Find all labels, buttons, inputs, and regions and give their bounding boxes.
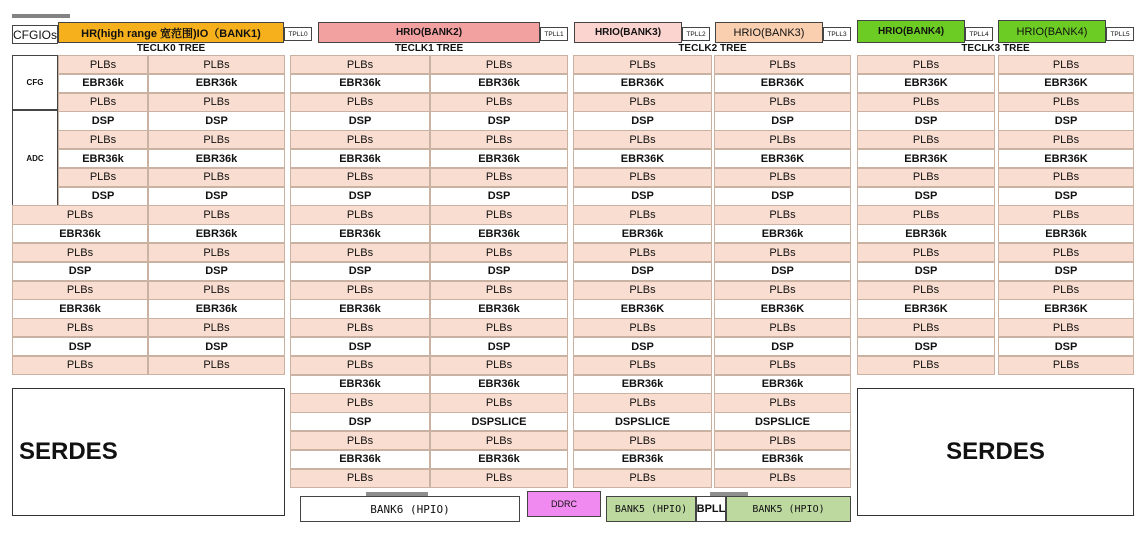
grid-cell: EBR36K bbox=[573, 74, 712, 93]
grid-cell: DSP bbox=[714, 262, 851, 281]
grid-cell: PLBs bbox=[148, 130, 285, 149]
grid-cell: PLBs bbox=[148, 168, 285, 187]
grid-cell: DSP bbox=[430, 187, 568, 206]
clock-tree-2: TECLK2 TREE bbox=[678, 43, 747, 54]
grid-cell: PLBs bbox=[290, 130, 430, 149]
grid-cell: EBR36k bbox=[714, 224, 851, 243]
grid-cell: DSP bbox=[573, 111, 712, 130]
grid-cell: PLBs bbox=[998, 55, 1134, 74]
grid-cell: PLBs bbox=[148, 356, 285, 375]
grid-cell: PLBs bbox=[12, 205, 148, 224]
grid-cell: PLBs bbox=[430, 205, 568, 224]
grid-cell: PLBs bbox=[58, 168, 148, 187]
tpll5: TPLL5 bbox=[1106, 27, 1134, 41]
grid-cell: EBR36K bbox=[857, 149, 995, 168]
grid-cell: PLBs bbox=[430, 243, 568, 262]
grid-cell: EBR36k bbox=[430, 224, 568, 243]
grid-cell: EBR36K bbox=[573, 299, 712, 318]
grid-cell: DSPSLICE bbox=[430, 412, 568, 431]
grid-cell: PLBs bbox=[857, 55, 995, 74]
grid-cell: PLBs bbox=[290, 318, 430, 337]
grid-cell: DSP bbox=[573, 262, 712, 281]
grid-cell: PLBs bbox=[998, 356, 1134, 375]
bank3-header-b: HRIO(BANK3) bbox=[715, 22, 823, 43]
grid-cell: PLBs bbox=[12, 243, 148, 262]
grid-cell: PLBs bbox=[58, 93, 148, 112]
grid-cell: PLBs bbox=[857, 168, 995, 187]
grid-cell: EBR36k bbox=[290, 375, 430, 394]
grid-cell: EBR36k bbox=[290, 299, 430, 318]
grid-cell: DSP bbox=[290, 111, 430, 130]
grid-cell: DSP bbox=[573, 187, 712, 206]
grid-cell: EBR36K bbox=[714, 149, 851, 168]
grid-cell: PLBs bbox=[430, 356, 568, 375]
grid-cell: EBR36k bbox=[573, 375, 712, 394]
grid-cell: PLBs bbox=[573, 55, 712, 74]
grid-cell: EBR36K bbox=[998, 299, 1134, 318]
grid-cell: PLBs bbox=[714, 318, 851, 337]
serdes-right: SERDES bbox=[857, 388, 1134, 516]
grid-cell: PLBs bbox=[857, 93, 995, 112]
grid-cell: PLBs bbox=[714, 469, 851, 488]
grid-cell: DSP bbox=[58, 187, 148, 206]
adc-block: ADC bbox=[12, 110, 58, 206]
grid-cell: EBR36k bbox=[12, 224, 148, 243]
grid-cell: PLBs bbox=[12, 281, 148, 300]
grid-cell: EBR36K bbox=[998, 149, 1134, 168]
grid-cell: PLBs bbox=[857, 130, 995, 149]
grid-cell: DSP bbox=[714, 337, 851, 356]
grid-cell: PLBs bbox=[148, 281, 285, 300]
grid-cell: EBR36k bbox=[290, 74, 430, 93]
grid-cell: PLBs bbox=[290, 55, 430, 74]
cfgios-label: CFGIOs bbox=[12, 25, 58, 44]
bank1-header: HR(high range 宽范围)IO（BANK1) bbox=[58, 22, 284, 43]
grid-cell: EBR36k bbox=[58, 149, 148, 168]
grid-cell: PLBs bbox=[573, 469, 712, 488]
grid-cell: PLBs bbox=[430, 469, 568, 488]
clock-tree-1: TECLK1 TREE bbox=[394, 43, 464, 54]
grid-cell: PLBs bbox=[573, 243, 712, 262]
grid-cell: EBR36K bbox=[714, 299, 851, 318]
grid-cell: DSP bbox=[12, 337, 148, 356]
grid-cell: PLBs bbox=[714, 130, 851, 149]
grid-cell: PLBs bbox=[998, 281, 1134, 300]
grid-cell: PLBs bbox=[430, 55, 568, 74]
grid-cell: PLBs bbox=[148, 205, 285, 224]
grid-cell: EBR36K bbox=[714, 74, 851, 93]
grid-cell: EBR36k bbox=[430, 375, 568, 394]
grid-cell: EBR36k bbox=[573, 224, 712, 243]
grid-cell: PLBs bbox=[857, 205, 995, 224]
tpll4: TPLL4 bbox=[965, 27, 993, 41]
grid-cell: PLBs bbox=[148, 55, 285, 74]
grid-cell: EBR36k bbox=[148, 224, 285, 243]
grid-cell: DSP bbox=[290, 262, 430, 281]
grid-cell: PLBs bbox=[573, 393, 712, 412]
bank2-header: HRIO(BANK2) bbox=[318, 22, 540, 43]
grid-cell: PLBs bbox=[430, 168, 568, 187]
grid-cell: DSP bbox=[998, 111, 1134, 130]
grid-cell: EBR36k bbox=[148, 149, 285, 168]
grid-cell: EBR36K bbox=[857, 74, 995, 93]
grid-cell: PLBs bbox=[714, 243, 851, 262]
grid-cell: PLBs bbox=[290, 168, 430, 187]
grid-cell: DSP bbox=[998, 262, 1134, 281]
grid-cell: DSP bbox=[857, 337, 995, 356]
grid-cell: DSP bbox=[148, 337, 285, 356]
grid-cell: DSP bbox=[714, 111, 851, 130]
grid-cell: PLBs bbox=[58, 55, 148, 74]
grid-cell: PLBs bbox=[290, 281, 430, 300]
grid-cell: PLBs bbox=[857, 356, 995, 375]
grid-cell: DSP bbox=[857, 111, 995, 130]
grid-cell: PLBs bbox=[714, 205, 851, 224]
tpll0: TPLL0 bbox=[284, 27, 312, 41]
grid-cell: DSP bbox=[290, 412, 430, 431]
grid-cell: PLBs bbox=[998, 318, 1134, 337]
grid-cell: PLBs bbox=[714, 93, 851, 112]
grid-cell: PLBs bbox=[290, 93, 430, 112]
grid-cell: PLBs bbox=[714, 55, 851, 74]
grid-cell: EBR36k bbox=[58, 74, 148, 93]
grid-cell: DSP bbox=[714, 187, 851, 206]
grid-cell: PLBs bbox=[998, 205, 1134, 224]
grid-cell: PLBs bbox=[573, 168, 712, 187]
grid-cell: PLBs bbox=[58, 130, 148, 149]
grid-cell: PLBs bbox=[714, 168, 851, 187]
grid-cell: PLBs bbox=[573, 130, 712, 149]
grid-cell: DSP bbox=[857, 187, 995, 206]
grid-cell: PLBs bbox=[998, 93, 1134, 112]
grid-cell: DSP bbox=[857, 262, 995, 281]
grid-cell: PLBs bbox=[573, 205, 712, 224]
grid-cell: PLBs bbox=[290, 205, 430, 224]
grid-cell: EBR36k bbox=[430, 149, 568, 168]
grid-cell: PLBs bbox=[430, 93, 568, 112]
grid-cell: PLBs bbox=[857, 243, 995, 262]
grid-cell: EBR36k bbox=[12, 299, 148, 318]
grid-cell: EBR36k bbox=[148, 74, 285, 93]
grid-cell: PLBs bbox=[714, 281, 851, 300]
grid-cell: DSP bbox=[290, 337, 430, 356]
grid-cell: PLBs bbox=[714, 431, 851, 450]
grid-cell: PLBs bbox=[148, 93, 285, 112]
grid-cell: PLBs bbox=[857, 318, 995, 337]
grid-cell: PLBs bbox=[12, 356, 148, 375]
grid-cell: PLBs bbox=[430, 431, 568, 450]
grid-cell: EBR36K bbox=[573, 149, 712, 168]
bank5-block-a: BANK5 (HPIO) bbox=[606, 496, 696, 522]
grid-cell: EBR36K bbox=[857, 299, 995, 318]
grid-cell: PLBs bbox=[998, 130, 1134, 149]
grid-cell: PLBs bbox=[430, 393, 568, 412]
grid-cell: PLBs bbox=[430, 281, 568, 300]
grid-cell: EBR36k bbox=[430, 299, 568, 318]
bank3-header-a: HRIO(BANK3) bbox=[574, 22, 682, 43]
grid-cell: DSPSLICE bbox=[714, 412, 851, 431]
grid-cell: PLBs bbox=[573, 356, 712, 375]
grid-cell: PLBs bbox=[290, 469, 430, 488]
grid-cell: PLBs bbox=[998, 243, 1134, 262]
grid-cell: PLBs bbox=[290, 356, 430, 375]
cfg-block: CFG bbox=[12, 55, 58, 110]
corner-scribble bbox=[12, 14, 70, 18]
grid-cell: DSP bbox=[430, 337, 568, 356]
bpll-block: BPLL bbox=[696, 496, 726, 522]
grid-cell: DSPSLICE bbox=[573, 412, 712, 431]
grid-cell: DSP bbox=[430, 262, 568, 281]
grid-cell: PLBs bbox=[714, 356, 851, 375]
clock-tree-3: TECLK3 TREE bbox=[961, 43, 1030, 54]
grid-cell: DSP bbox=[148, 262, 285, 281]
grid-cell: EBR36k bbox=[148, 299, 285, 318]
tpll3: TPLL3 bbox=[823, 27, 851, 41]
grid-cell: PLBs bbox=[148, 243, 285, 262]
grid-cell: EBR36k bbox=[430, 450, 568, 469]
grid-cell: PLBs bbox=[148, 318, 285, 337]
grid-cell: DSP bbox=[290, 187, 430, 206]
grid-cell: PLBs bbox=[857, 281, 995, 300]
grid-cell: PLBs bbox=[430, 130, 568, 149]
grid-cell: DSP bbox=[998, 337, 1134, 356]
bank5-block-b: BANK5 (HPIO) bbox=[726, 496, 851, 522]
grid-cell: EBR36k bbox=[290, 450, 430, 469]
bank4-header-b: HRIO(BANK4) bbox=[998, 20, 1106, 43]
tpll1: TPLL1 bbox=[540, 27, 568, 41]
grid-cell: EBR36K bbox=[998, 74, 1134, 93]
grid-cell: PLBs bbox=[573, 318, 712, 337]
serdes-left: SERDES bbox=[12, 388, 285, 516]
grid-cell: PLBs bbox=[290, 393, 430, 412]
grid-cell: DSP bbox=[573, 337, 712, 356]
grid-cell: DSP bbox=[12, 262, 148, 281]
grid-cell: EBR36k bbox=[290, 149, 430, 168]
grid-cell: PLBs bbox=[998, 168, 1134, 187]
grid-cell: DSP bbox=[58, 111, 148, 130]
tpll2: TPLL2 bbox=[682, 27, 710, 41]
grid-cell: DSP bbox=[148, 187, 285, 206]
grid-cell: PLBs bbox=[573, 281, 712, 300]
grid-cell: PLBs bbox=[290, 243, 430, 262]
grid-cell: PLBs bbox=[12, 318, 148, 337]
grid-cell: PLBs bbox=[430, 318, 568, 337]
grid-cell: EBR36k bbox=[857, 224, 995, 243]
grid-cell: PLBs bbox=[573, 431, 712, 450]
grid-cell: EBR36k bbox=[290, 224, 430, 243]
grid-cell: DSP bbox=[430, 111, 568, 130]
grid-cell: PLBs bbox=[714, 393, 851, 412]
bank4-header-a: HRIO(BANK4) bbox=[857, 20, 965, 43]
grid-cell: PLBs bbox=[290, 431, 430, 450]
grid-cell: EBR36k bbox=[714, 450, 851, 469]
grid-cell: EBR36k bbox=[714, 375, 851, 394]
grid-cell: EBR36k bbox=[998, 224, 1134, 243]
grid-cell: EBR36k bbox=[430, 74, 568, 93]
clock-tree-0: TECLK0 TREE bbox=[136, 43, 206, 54]
bank6-block: BANK6 (HPIO) bbox=[300, 496, 520, 522]
grid-cell: EBR36k bbox=[573, 450, 712, 469]
grid-cell: DSP bbox=[148, 111, 285, 130]
grid-cell: PLBs bbox=[573, 93, 712, 112]
grid-cell: DSP bbox=[998, 187, 1134, 206]
ddrc-block: DDRC bbox=[527, 491, 601, 517]
